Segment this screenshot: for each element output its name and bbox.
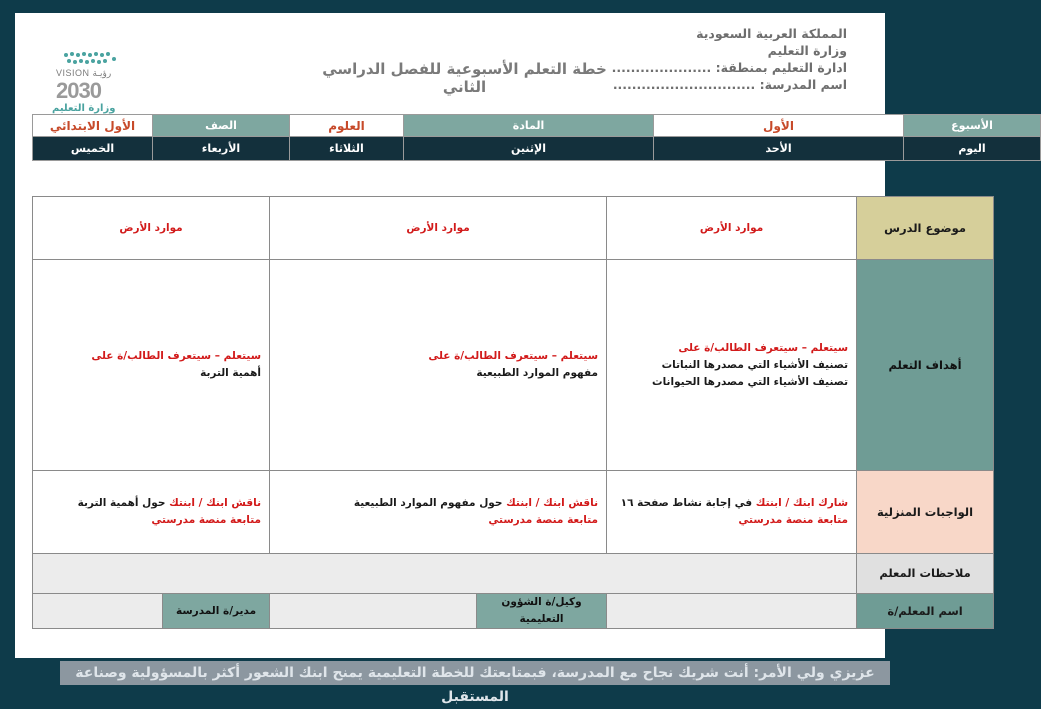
logo-ministry: وزارة التعليم: [52, 103, 116, 114]
subject-label: المادة: [404, 115, 654, 137]
lesson-table: [32, 196, 994, 629]
goals-cell-1: [607, 260, 857, 471]
ministry-label: وزارة التعليم: [767, 43, 847, 58]
row-homework-label: الواجبات المنزلية: [857, 471, 994, 554]
principal-name-field[interactable]: [33, 594, 163, 629]
parent-message-banner: عزيزي ولي الأمر: أنت شريك نجاح مع المدرسة، فبمتابعتك للخطة التعليمية يمنح ابنك الشعور أكثر بالمسؤولية وصناعة المستقبل: [60, 661, 890, 685]
hw-lead: ناقش ابنك / ابنتك: [506, 497, 599, 509]
kingdom-label: المملكة العربية السعودية: [696, 26, 847, 41]
info-table: [32, 114, 1041, 161]
logo-year: 2030: [56, 78, 101, 103]
deputy-label: وكيل/ة الشؤون التعليمية: [477, 594, 607, 629]
day-monday: الإثنين: [404, 137, 654, 161]
goal-line: تصنيف الأشياء التي مصدرها النباتات: [661, 358, 849, 371]
goal-intro: سيتعلم – سيتعرف الطالب/ة على: [428, 350, 599, 362]
day-header: اليوم: [904, 137, 1041, 161]
day-tuesday: الثلاثاء: [290, 137, 404, 161]
vision-2030-logo: [40, 33, 140, 118]
day-thursday: الخميس: [33, 137, 153, 161]
homework-cell-3: [33, 471, 270, 554]
homework-cell-2: [270, 471, 607, 554]
logo-dots-icon: [62, 51, 122, 67]
class-value: الأول الابتدائي: [33, 115, 153, 137]
topic-cell-2: موارد الأرض: [270, 197, 607, 260]
topic-cell-3: موارد الأرض: [33, 197, 270, 260]
teacher-notes-field[interactable]: [33, 554, 857, 594]
school-label: اسم المدرسة: ..............................: [612, 77, 847, 92]
day-sunday: الأحد: [654, 137, 904, 161]
hw-lead: ناقش ابنك / ابنتك: [169, 497, 262, 509]
hw-lead: شارك ابنك / ابنتك: [755, 497, 849, 509]
logo-vision: VISION رؤيـة: [56, 68, 112, 78]
hw-text: في إجابة نشاط صفحة ١٦: [620, 497, 756, 509]
goal-line: مفهوم الموارد الطبيعية: [476, 367, 599, 379]
subject-value: العلوم: [290, 115, 404, 137]
homework-cell-1: [607, 471, 857, 554]
row-teacher-label: اسم المعلم/ة: [857, 594, 994, 629]
header-block: [597, 25, 847, 93]
row-goals-label: أهداف التعلم: [857, 260, 994, 471]
week-label: الأسبوع: [904, 115, 1041, 137]
page-title: خطة التعلم الأسبوعية للفصل الدراسي الثاني: [322, 60, 607, 96]
goal-line: أهمية التربة: [200, 367, 262, 379]
row-notes-label: ملاحظات المعلم: [857, 554, 994, 594]
class-label: الصف: [153, 115, 290, 137]
goals-cell-2: [270, 260, 607, 471]
hw-text: حول مفهوم الموارد الطبيعية: [353, 497, 507, 509]
week-value: الأول: [654, 115, 904, 137]
deputy-name-field[interactable]: [270, 594, 477, 629]
goals-cell-3: [33, 260, 270, 471]
topic-cell-1: موارد الأرض: [607, 197, 857, 260]
goal-intro: سيتعلم – سيتعرف الطالب/ة على: [91, 350, 262, 362]
hw-text: حول أهمية التربة: [77, 497, 170, 509]
day-wednesday: الأربعاء: [153, 137, 290, 161]
teacher-name-field[interactable]: [607, 594, 857, 629]
hw-follow: متابعة منصة مدرستي: [488, 514, 599, 526]
principal-label: مدير/ة المدرسة: [163, 594, 270, 629]
goal-intro: سيتعلم – سيتعرف الطالب/ة على: [678, 341, 849, 354]
region-label: ادارة التعليم بمنطقة: .....................: [611, 60, 847, 75]
row-topic-label: موضوع الدرس: [857, 197, 994, 260]
hw-follow: متابعة منصة مدرستي: [151, 514, 262, 526]
goal-line: تصنيف الأشياء التي مصدرها الحيوانات: [652, 375, 849, 388]
hw-follow: متابعة منصة مدرستي: [738, 514, 849, 526]
